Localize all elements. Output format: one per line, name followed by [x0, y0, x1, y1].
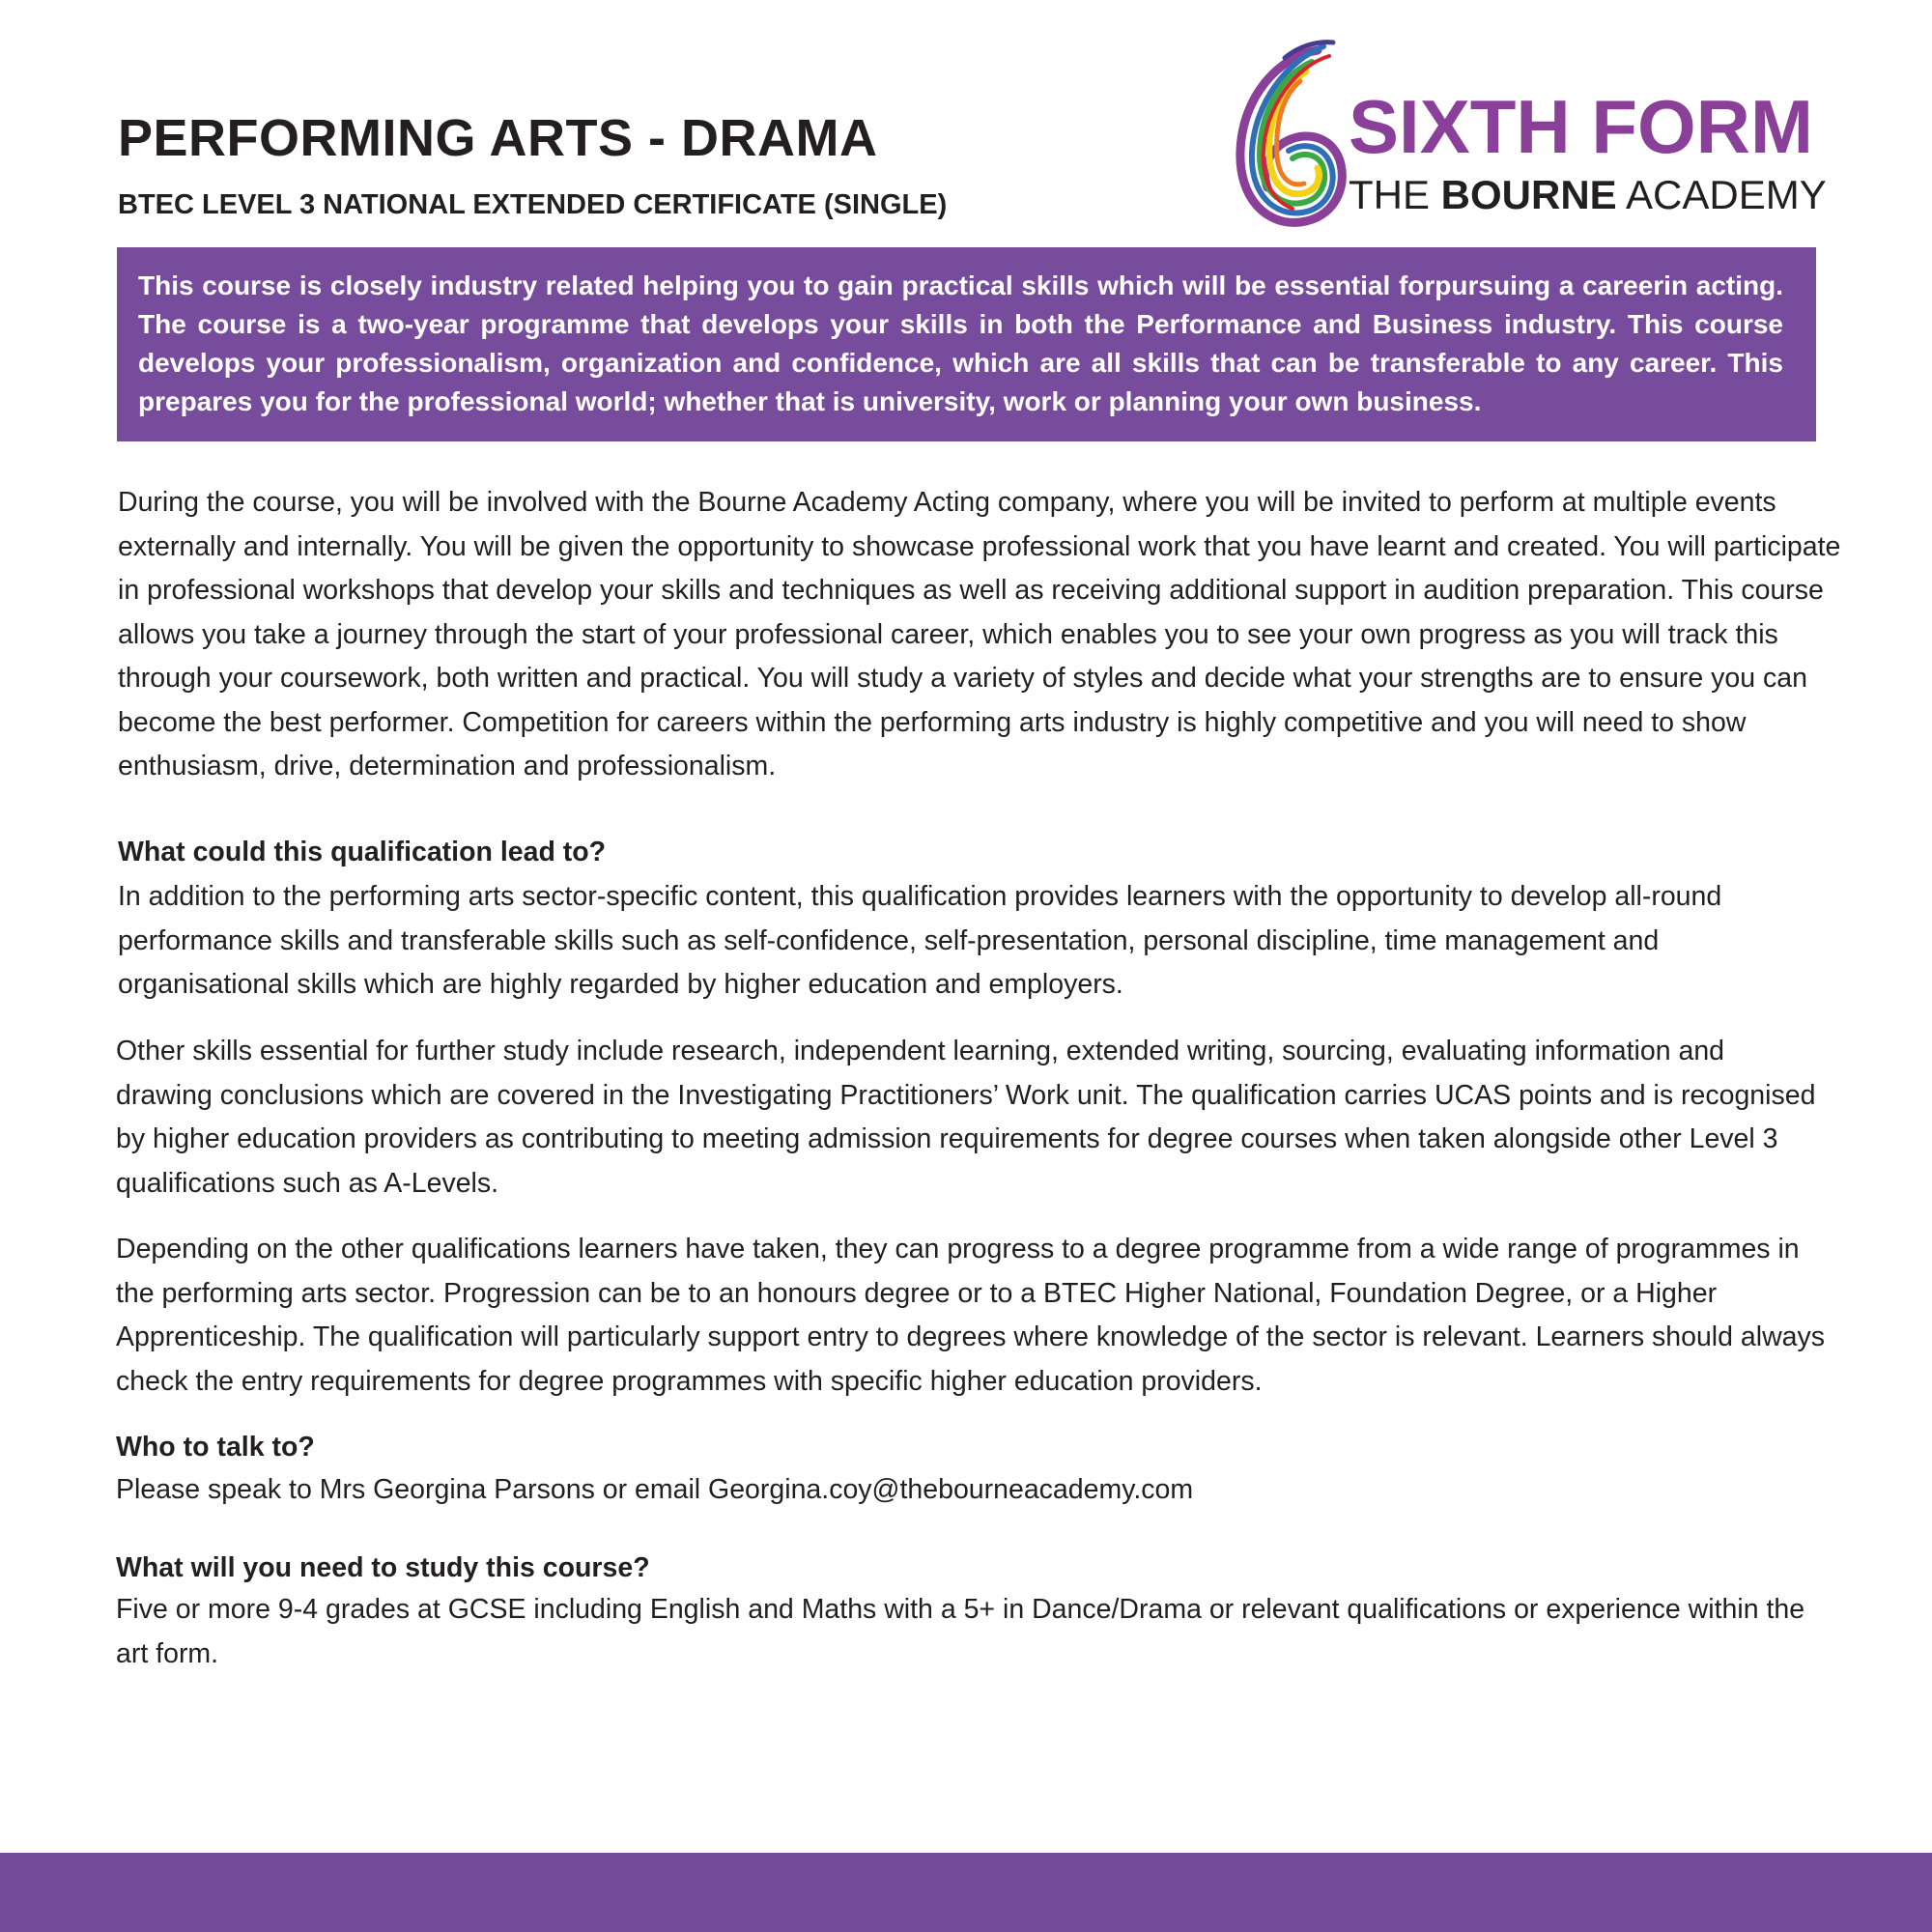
- page-title: PERFORMING ARTS - DRAMA: [118, 109, 878, 167]
- intro-banner: [117, 247, 1816, 441]
- qualification-heading: What could this qualification lead to?: [118, 837, 607, 867]
- qualification-paragraph-1: In addition to the performing arts sector-specific content, this qualification provides learners with the opportunity to develop all-round performance skills and transferable skills such as self-confidence, self-presentation, personal discipline, time management and organisational skills which are highly regarded by higher education and employers.: [118, 881, 1722, 1000]
- requirements-text: Five or more 9-4 grades at GCSE including English and Maths with a 5+ in Dance/Drama or relevant qualifications or experience within the art form.: [116, 1594, 1805, 1669]
- logo-the-text: THE: [1349, 172, 1441, 217]
- logo-sixth-form-text: SIXTH FORM: [1349, 84, 1813, 169]
- contact-text: Please speak to Mrs Georgina Parsons or email Georgina.coy@thebourneacademy.com: [116, 1474, 1194, 1505]
- contact-heading: Who to talk to?: [116, 1432, 315, 1463]
- six-numeral-logo-icon: [1229, 37, 1354, 230]
- sixth-form-logo: [1229, 37, 1827, 230]
- qualification-paragraph-2: Other skills essential for further study include research, independent learning, extended writing, sourcing, evaluating information and drawing conclusions which are covered in the Investigating Practitioners’ Work unit. The qualification carries UCAS points and is recognised by higher education providers as contributing to meeting admission requirements for degree courses when taken alongside other Level 3 qualifications such as A-Levels.: [116, 1036, 1816, 1199]
- qualification-paragraph-3: Depending on the other qualifications learners have taken, they can progress to a degree programme from a wide range of programmes in the performing arts sector. Progression can be to an honours degree or to a BTEC Higher National, Foundation Degree, or a Higher Apprenticeship. The qualification will particularly support entry to degrees where knowledge of the sector is relevant. Learners should always check the entry requirements for degree programmes with specific higher education providers.: [116, 1234, 1826, 1397]
- requirements-heading: What will you need to study this course?: [116, 1552, 650, 1583]
- intro-text: This course is closely industry related helping you to gain practical skills which will be essential forpursuing a careerin acting. The course is a two-year programme that develops your skills in both the Performance and Business industry. This course develops your professionalism, organization and confidence, which are all skills that can be transferable to any career. This prepares you for the professional world; whether that is university, work or planning your own business.: [138, 270, 1783, 416]
- logo-academy-word: ACADEMY: [1616, 172, 1827, 217]
- course-description: During the course, you will be involved with the Bourne Academy Acting company, where you will be invited to perform at multiple events externally and internally. You will be given the opportunity to showcase professional work that you have learnt and created. You will participate in professional workshops that develop your skills and techniques as well as receiving additional support in audition preparation. This course allows you take a journey through the start of your professional career, which enables you to see your own progress as you will track this through your coursework, both written and practical. You will study a variety of styles and decide what your strengths are to ensure you can become the best performer. Competition for careers within the performing arts industry is highly competitive and you will need to show enthusiasm, drive, determination and professionalism.: [118, 487, 1841, 781]
- logo-academy-text: [1349, 172, 1827, 218]
- footer-bar: [0, 1853, 1932, 1932]
- page-subtitle: BTEC LEVEL 3 NATIONAL EXTENDED CERTIFICATE (SINGLE): [118, 189, 948, 220]
- logo-bourne-text: BOURNE: [1440, 172, 1617, 217]
